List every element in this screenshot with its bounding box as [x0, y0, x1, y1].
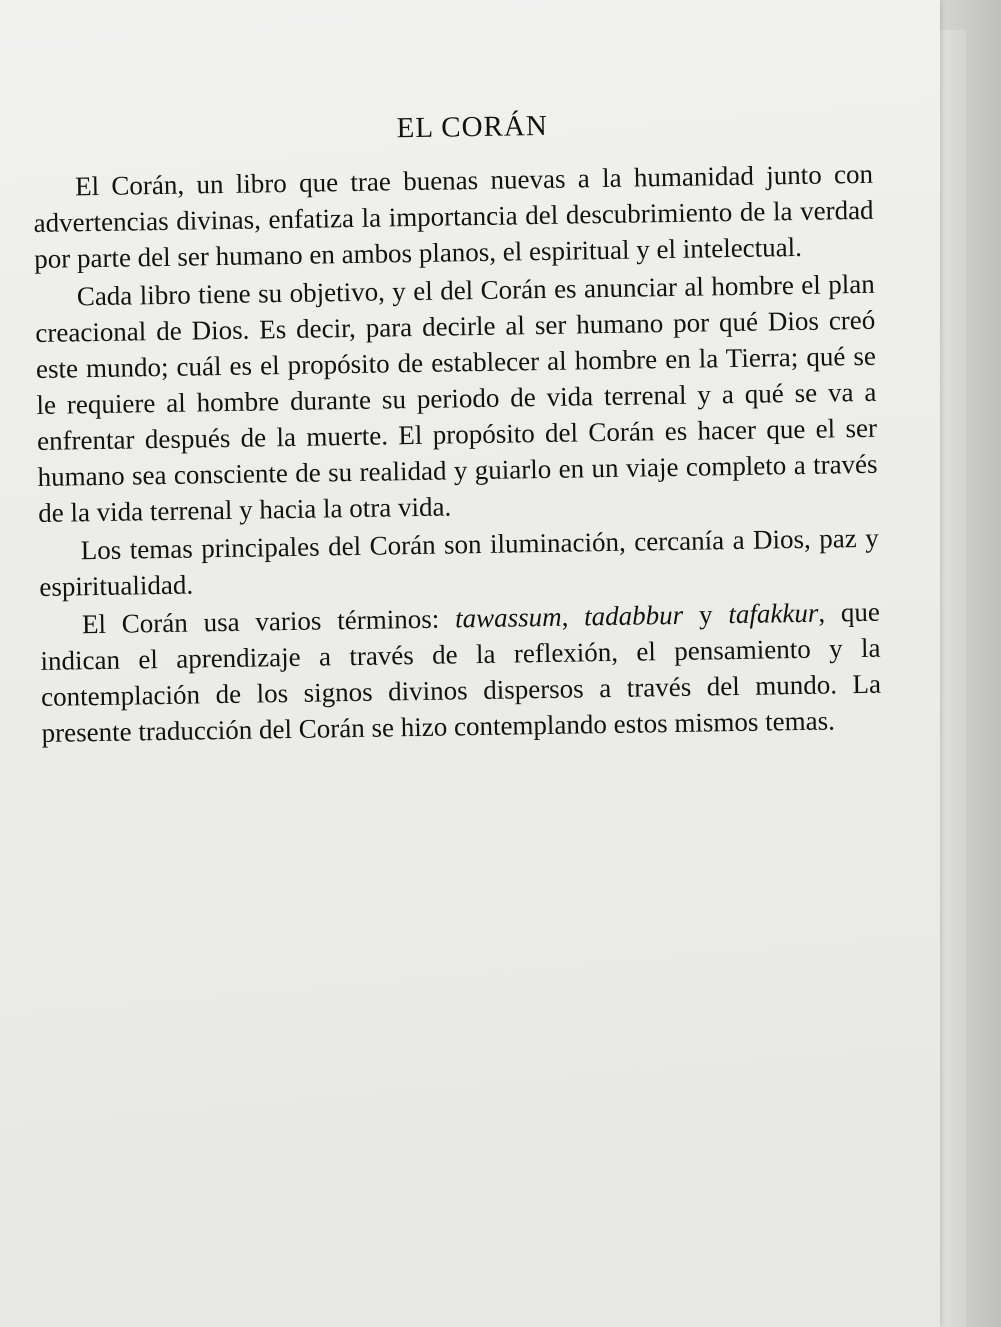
paragraph-themes: Los temas principales del Corán son iluminación, cercanía a Dios, paz y espiritualidad.: [39, 522, 879, 602]
term-tawassum: tawassum: [454, 601, 562, 634]
page-title: EL CORÁN: [396, 109, 549, 145]
paragraph-objective: Cada libro tiene su objetivo, y el del Corán es anunciar al hombre el plan creacional de Dios. Es decir, para decirle al ser humano por qué Dios creó este mundo; cuál es el propósito de establecer al hombre en la Tierra; qué se le requiere al hombre durante su periodo de vida terrenal y a qué se va a enfrentar después de la muerte. El propósito del Corán es hacer que el ser humano sea consciente de su realidad y guiarlo en un viaje completo a través de la vida terrenal y hacia la otra vida.: [35, 268, 878, 528]
term-tafakkur: tafakkur: [728, 597, 819, 630]
paragraph-intro: El Corán, un libro que trae buenas nuevas a la humanidad junto con advertencias divinas, enfatiza la importancia del descubrimiento de la verdad por parte del ser humano en ambos planos, el espiritual y el intelectual.: [33, 158, 874, 274]
term-tadabbur: tadabbur: [583, 599, 684, 632]
terms-intro: El Corán usa varios términos:: [81, 603, 456, 640]
paragraph-terms: [40, 594, 882, 751]
terms-separator-2: y: [682, 599, 729, 630]
terms-separator-1: ,: [561, 601, 585, 632]
terms-rest: , que indican el aprendizaje a través de la reflexión, el pensamiento y la contemplación de los signos divinos dispersos a través del mundo. La presente traducción del Corán se hizo contemplando estos mismos temas.: [40, 596, 882, 748]
page-text-block: [32, 105, 882, 753]
